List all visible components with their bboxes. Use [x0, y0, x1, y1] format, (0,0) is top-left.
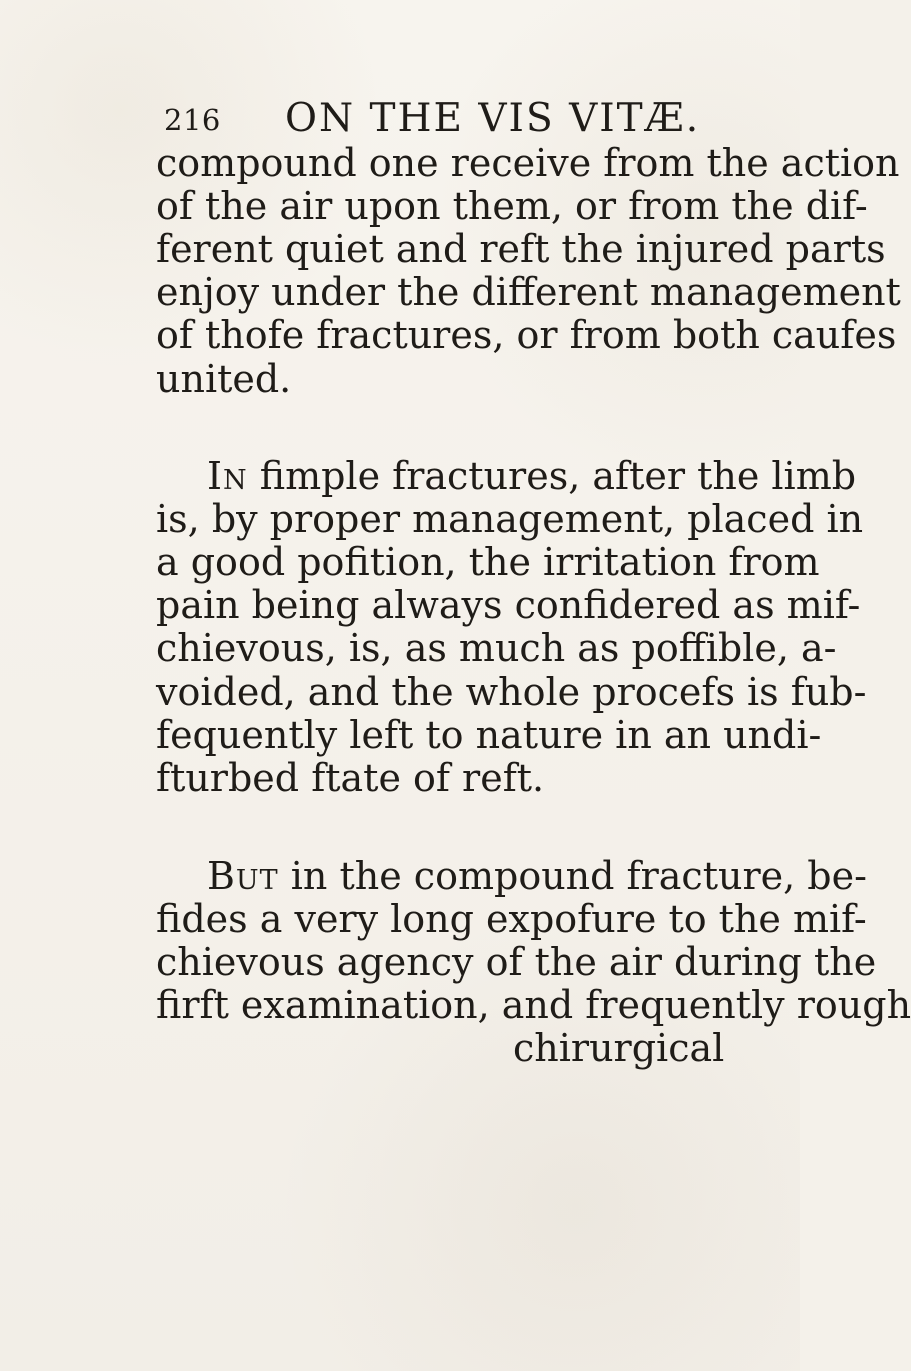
paragraph-2-line-3: a good pofition, the irritation from [156, 540, 820, 584]
paragraph-3-line-4: firft examination, and frequently rough [156, 983, 911, 1027]
paragraph-3-first-word: But [207, 854, 279, 898]
catchword: chirurgical [513, 1026, 725, 1070]
body-text [156, 141, 911, 1264]
paragraph-1-line-5: of thofe fractures, or from both caufes [156, 313, 897, 357]
paragraph-2-line-8: fturbed ftate of reft. [156, 756, 545, 800]
paragraph-2-first-word: In [207, 454, 248, 498]
page-number: 216 [164, 103, 221, 137]
paragraph-2-line-2: is, by proper management, placed in [156, 497, 864, 541]
running-title: ON THE VIS VITÆ. [285, 96, 701, 141]
page-header [164, 96, 701, 141]
paragraph-1-line-6: united. [156, 357, 292, 401]
paragraph-3-line-1 [207, 854, 867, 898]
paragraph-3-first-line-rest: in the compound fracture, be- [278, 854, 867, 898]
paragraph-1-line-1: compound one receive from the action [156, 141, 900, 185]
paragraph-2-line-4: pain being always confidered as mif- [156, 583, 861, 627]
paragraph-2-line-1 [207, 454, 857, 498]
paragraph-2-line-6: voided, and the whole procefs is fub- [156, 670, 867, 714]
paragraph-1-line-4: enjoy under the different management [156, 270, 901, 314]
paragraph-1-line-3: ferent quiet and reft the injured parts [156, 227, 886, 271]
paragraph-1-line-2: of the air upon them, or from the dif- [156, 184, 868, 228]
paragraph-2-first-line-rest: fimple fractures, after the limb [247, 454, 857, 498]
paragraph-3-line-2: fides a very long expofure to the mif- [156, 897, 867, 941]
paragraph-2-line-5: chievous, is, as much as poffible, a- [156, 626, 837, 670]
paragraph-2-line-7: fequently left to nature in an undi- [156, 713, 822, 757]
paragraph-3-line-3: chievous agency of the air during the [156, 940, 877, 984]
